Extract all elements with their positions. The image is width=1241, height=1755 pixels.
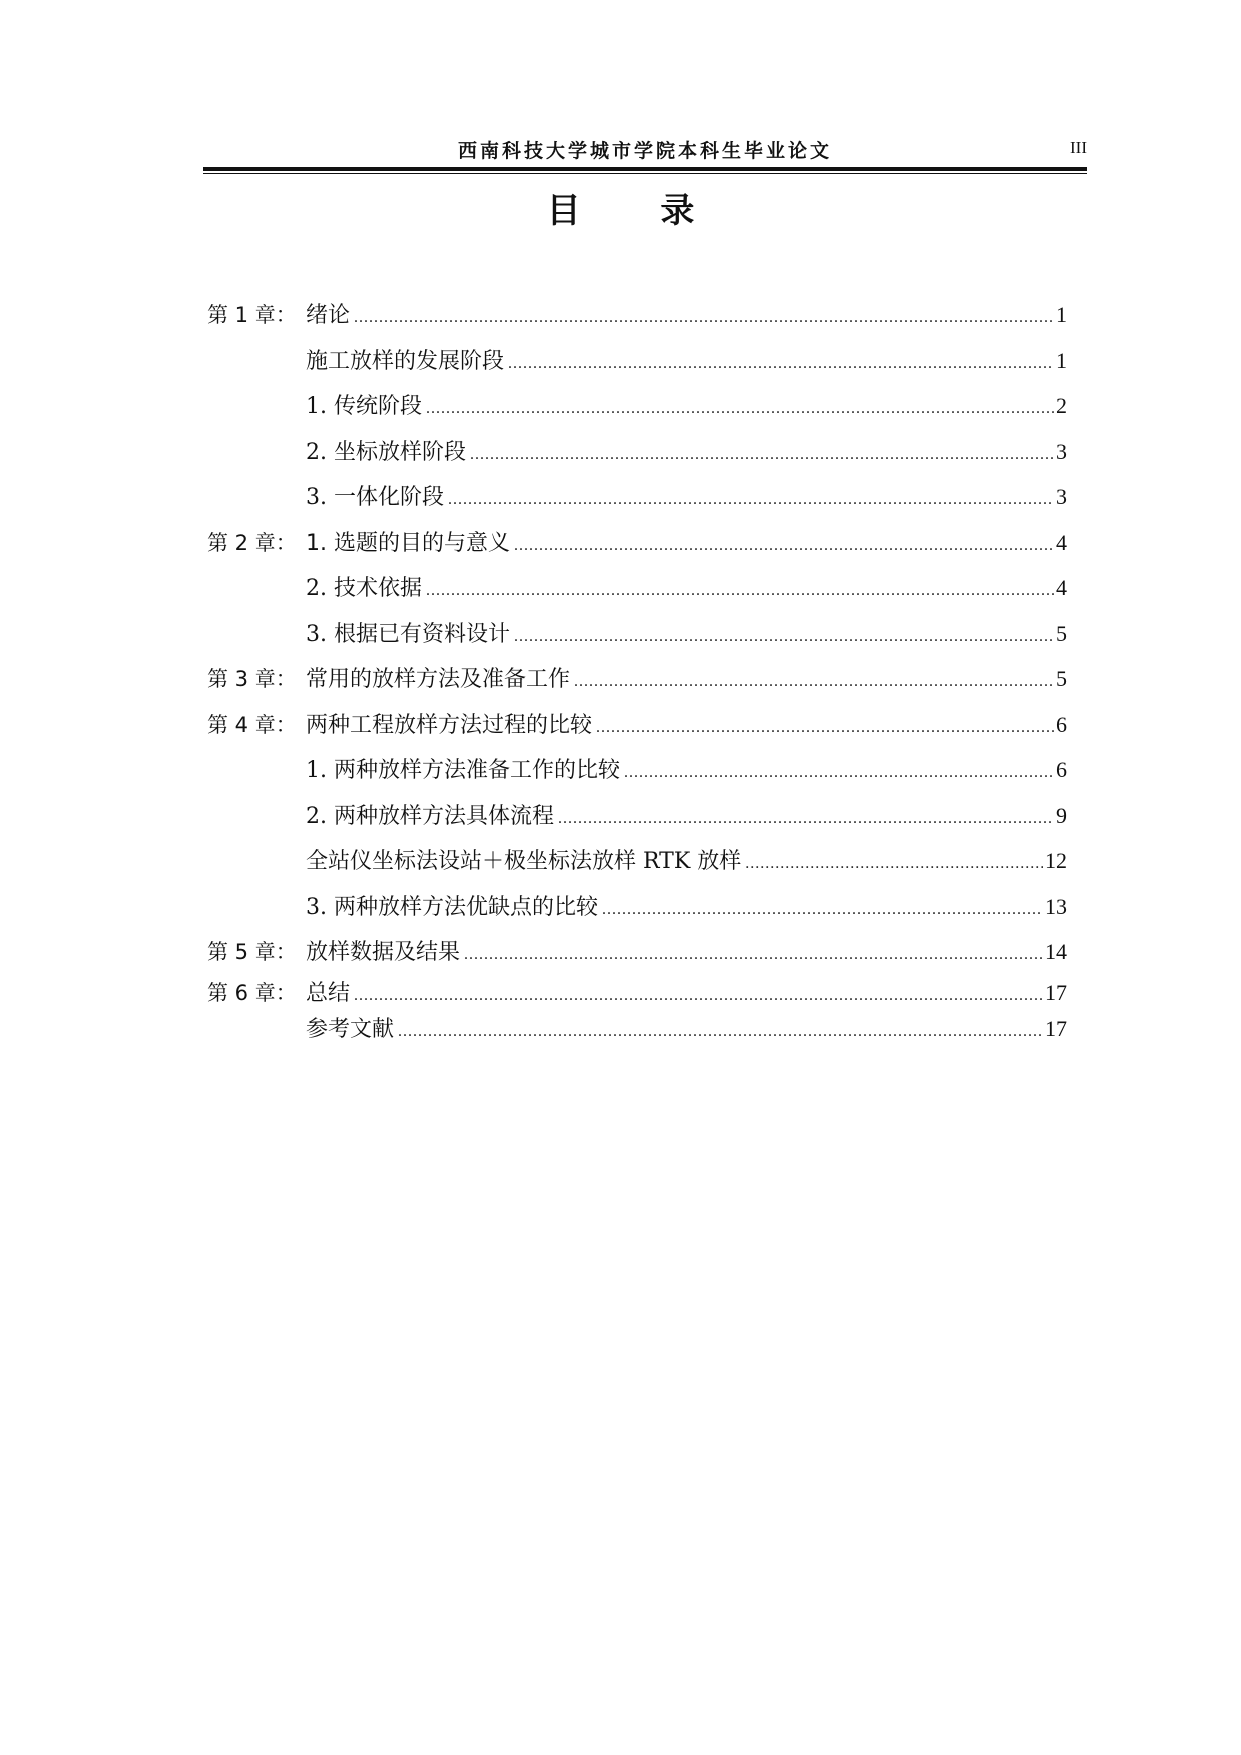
toc-entry-label: 1. 两种放样方法准备工作的比较 <box>306 758 620 783</box>
running-header <box>203 132 1087 172</box>
toc-entry-label: 施工放样的发展阶段 <box>306 348 505 374</box>
toc-leader-dots <box>558 796 1054 842</box>
toc-entry-label: 绪论 <box>306 303 351 328</box>
toc-entry-label: 1. 选题的目的与意义 <box>306 530 510 556</box>
toc-entry[interactable] <box>207 656 1067 702</box>
toc-leader-dots <box>745 841 1043 887</box>
toc-entry-label: 全站仪坐标法设站＋极坐标法放样 RTK 放样 <box>306 849 742 874</box>
toc-leader-dots <box>470 432 1054 478</box>
toc-leader-dots <box>602 887 1043 933</box>
toc-entry-label: 1. 传统阶段 <box>306 394 422 419</box>
toc-entry-label: 常用的放样方法及准备工作 <box>306 667 571 692</box>
toc-page-number: 12 <box>1045 848 1067 873</box>
header-title: 西南科技大学城市学院本科生毕业论文 <box>457 140 832 162</box>
toc-leader-dots <box>426 386 1054 432</box>
toc-page-number: 2 <box>1056 393 1067 418</box>
toc-leader-dots <box>514 614 1054 660</box>
toc-chapter-label: 第 6 章： <box>207 980 297 1005</box>
header-page-number: III <box>1070 138 1087 157</box>
toc-entry[interactable] <box>207 611 1067 657</box>
toc-entry-label: 2. 技术依据 <box>306 576 422 601</box>
toc-entry-label: 放样数据及结果 <box>306 940 461 965</box>
header-rule-thick <box>203 167 1087 171</box>
toc-entry-label: 3. 两种放样方法优缺点的比较 <box>306 894 598 920</box>
toc-entry[interactable] <box>207 793 1067 839</box>
toc-entry-label: 3. 一体化阶段 <box>306 485 444 510</box>
toc-entry[interactable] <box>207 565 1067 611</box>
toc-leader-dots <box>354 295 1054 341</box>
toc-page-number: 6 <box>1056 757 1067 782</box>
toc-entry[interactable] <box>207 520 1067 566</box>
toc-page-number: 13 <box>1045 893 1067 919</box>
toc-page-number: 17 <box>1045 1015 1067 1041</box>
toc-entry[interactable] <box>207 383 1067 429</box>
toc-page-number: 3 <box>1056 484 1067 509</box>
toc-entry[interactable] <box>207 702 1067 748</box>
toc-entry-label: 3. 根据已有资料设计 <box>306 621 510 647</box>
toc-leader-dots <box>624 750 1054 796</box>
toc-entry-label: 2. 坐标放样阶段 <box>306 439 466 465</box>
toc-chapter-label: 第 2 章： <box>207 530 297 555</box>
toc-page-number: 5 <box>1056 620 1067 646</box>
toc-page-number: 14 <box>1045 939 1067 964</box>
toc-entry[interactable] <box>207 1011 1067 1047</box>
toc-page-number: 5 <box>1056 666 1067 691</box>
toc-chapter-label: 第 3 章： <box>207 667 297 691</box>
toc-page-number: 6 <box>1056 711 1067 737</box>
toc-page-number: 1 <box>1056 302 1067 327</box>
toc-title: 目 录 <box>546 191 729 231</box>
toc-page-number: 17 <box>1045 979 1067 1005</box>
toc-entry-label: 2. 两种放样方法具体流程 <box>306 803 554 829</box>
toc-page-number: 1 <box>1056 347 1067 373</box>
toc-entry[interactable] <box>207 338 1067 384</box>
toc-entry[interactable] <box>207 975 1067 1011</box>
toc-page-number: 4 <box>1056 575 1067 600</box>
toc-entry-label: 两种工程放样方法过程的比较 <box>306 712 593 738</box>
toc-entry[interactable] <box>207 474 1067 520</box>
toc-entry-label: 总结 <box>306 980 351 1006</box>
toc-leader-dots <box>464 932 1043 978</box>
toc-entry[interactable] <box>207 747 1067 793</box>
header-rule-thin <box>203 173 1087 174</box>
toc-leader-dots <box>574 659 1054 705</box>
toc-leader-dots <box>354 978 1043 1014</box>
toc-entry[interactable] <box>207 292 1067 338</box>
toc-leader-dots <box>514 523 1054 569</box>
toc-entry-label: 参考文献 <box>306 1016 395 1042</box>
toc-entry[interactable] <box>207 838 1067 884</box>
toc-leader-dots <box>398 1014 1043 1050</box>
toc-leader-dots <box>508 341 1054 387</box>
toc-entry[interactable] <box>207 884 1067 930</box>
toc-entry[interactable] <box>207 429 1067 475</box>
toc-chapter-label: 第 5 章： <box>207 940 297 964</box>
toc-chapter-label: 第 4 章： <box>207 712 297 737</box>
table-of-contents <box>207 292 1067 1047</box>
toc-leader-dots <box>596 705 1054 751</box>
toc-page-number: 9 <box>1056 802 1067 828</box>
toc-chapter-label: 第 1 章： <box>207 303 297 327</box>
toc-entry[interactable] <box>207 929 1067 975</box>
toc-page-number: 4 <box>1056 529 1067 555</box>
toc-page-number: 3 <box>1056 438 1067 464</box>
toc-leader-dots <box>426 568 1054 614</box>
toc-leader-dots <box>448 477 1054 523</box>
